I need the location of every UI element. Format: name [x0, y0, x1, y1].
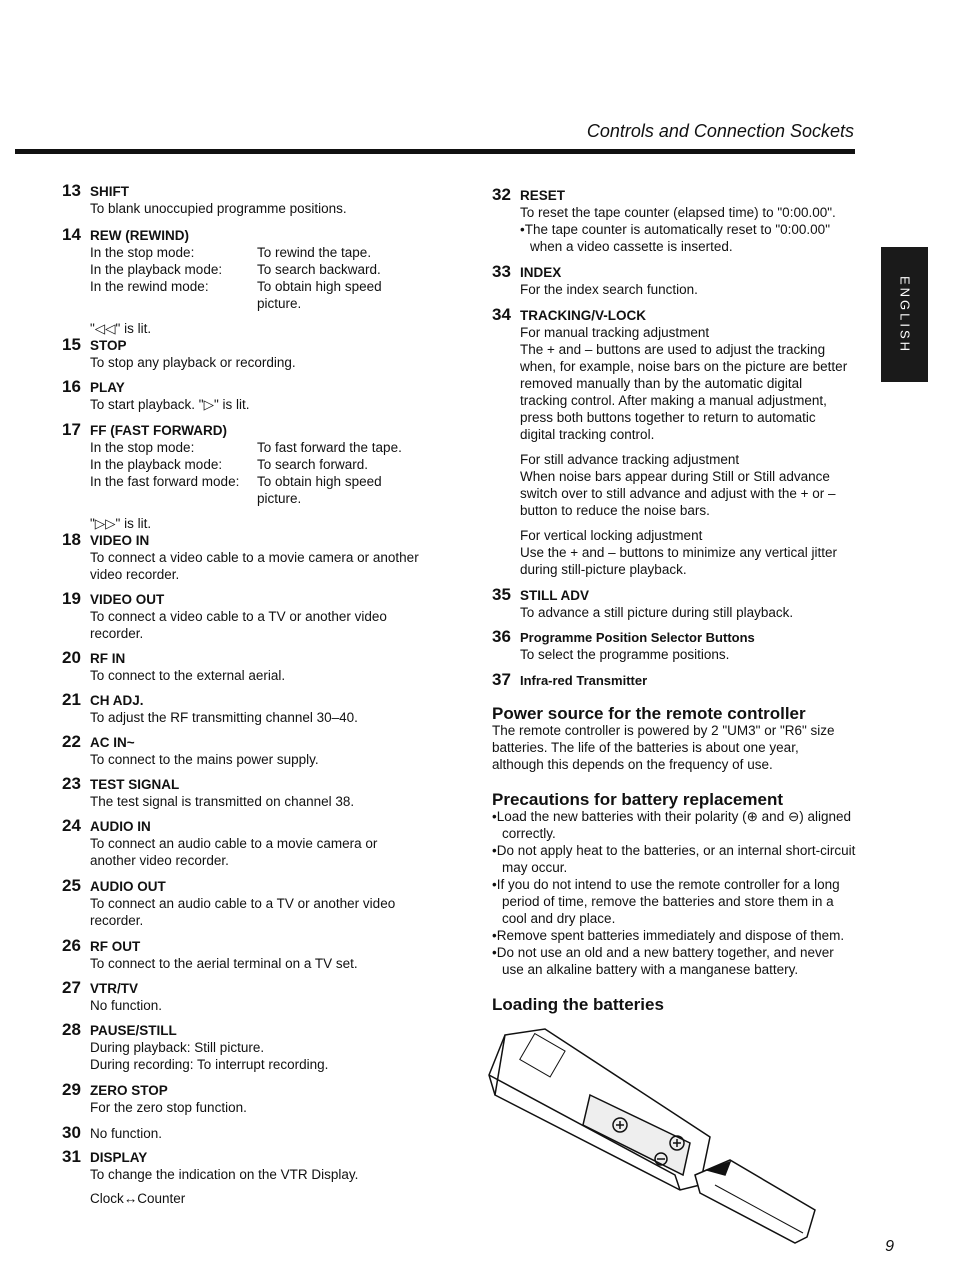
item-desc: To stop any playback or recording.: [90, 355, 296, 370]
item-label: TRACKING/V-LOCK: [520, 308, 646, 323]
item-desc: For the zero stop function.: [90, 1100, 247, 1115]
item-number: 14: [62, 225, 81, 244]
item-number: 37: [492, 670, 511, 689]
item-label: DISPLAY: [90, 1150, 148, 1165]
item-label: AC IN~: [90, 735, 135, 750]
item-21: [62, 691, 422, 726]
item-number: 36: [492, 627, 511, 646]
item-desc: For manual tracking adjustment: [520, 325, 710, 340]
item-15: [62, 336, 422, 371]
item-label: VTR/TV: [90, 981, 139, 996]
item-note: "▷▷" is lit.: [90, 516, 152, 531]
language-tab: [881, 247, 928, 382]
item-desc: To connect an audio cable to a movie camera or another video recorder.: [90, 836, 378, 868]
item-25: [62, 877, 422, 929]
item-desc: To connect a video cable to a TV or another video recorder.: [90, 609, 387, 641]
item-desc: The + and – buttons are used to adjust the tracking when, for example, noise bars on the picture are better removed manually than by the automatic digital tracking control. After making a manual adjustment, press both buttons together to return to automatic digital tracking control.: [520, 342, 848, 442]
item-desc: To change the indication on the VTR Display.: [90, 1167, 359, 1182]
item-desc: To connect to the mains power supply.: [90, 752, 319, 767]
item-number: 34: [492, 305, 511, 324]
item-label: INDEX: [520, 265, 562, 280]
item-number: 28: [62, 1020, 81, 1039]
page-number: 9: [885, 1238, 894, 1255]
item-37: [492, 671, 852, 689]
item-desc: Use the + and – buttons to minimize any vertical jitter during still-picture playback.: [520, 545, 838, 577]
item-label: STOP: [90, 338, 127, 353]
item-desc: To connect an audio cable to a TV or another video recorder.: [90, 896, 396, 928]
item-label: AUDIO IN: [90, 819, 151, 834]
item-desc: No function.: [90, 1126, 163, 1141]
item-desc: To connect a video cable to a movie camera or another video recorder.: [90, 550, 419, 582]
mode-row: In the playback mode: To search backward.: [90, 262, 381, 277]
precaution-bullet: • Remove spent batteries immediately and dispose of them.: [492, 927, 857, 944]
precautions-section: [492, 791, 857, 978]
item-26: [62, 937, 422, 972]
item-desc: To connect to the aerial terminal on a TV set.: [90, 956, 358, 971]
item-number: 13: [62, 181, 81, 200]
item-desc: To adjust the RF transmitting channel 30–40.: [90, 710, 358, 725]
precautions-heading: Precautions for battery replacement: [492, 790, 783, 809]
mode-row: In the stop mode: To fast forward the tape.: [90, 440, 402, 455]
item-label: TEST SIGNAL: [90, 777, 180, 792]
item-label: SHIFT: [90, 184, 129, 199]
item-label: Infra-red Transmitter: [520, 673, 648, 688]
item-label: VIDEO OUT: [90, 592, 165, 607]
item-desc: During recording: To interrupt recording.: [90, 1057, 329, 1072]
item-31: [62, 1148, 422, 1207]
item-label: VIDEO IN: [90, 533, 150, 548]
item-number: 29: [62, 1080, 81, 1099]
item-label: Programme Position Selector Buttons: [520, 630, 755, 645]
item-number: 24: [62, 816, 81, 835]
item-desc: To reset the tape counter (elapsed time) to "0:00.00".: [520, 205, 836, 220]
item-label: CH ADJ.: [90, 693, 144, 708]
item-number: 18: [62, 530, 81, 549]
precaution-bullet: • Load the new batteries with their polarity (⊕ and ⊖) aligned correctly.: [492, 808, 857, 842]
item-34: [492, 306, 852, 578]
item-label: PLAY: [90, 380, 125, 395]
item-label: FF (FAST FORWARD): [90, 423, 227, 438]
remote-battery-illustration: [485, 1025, 825, 1250]
item-13: [62, 182, 422, 217]
item-22: [62, 733, 422, 768]
item-label: REW (REWIND): [90, 228, 189, 243]
item-label: RF IN: [90, 651, 126, 666]
item-desc: Clock↔Counter: [90, 1191, 186, 1206]
item-desc: No function.: [90, 998, 163, 1013]
item-number: 25: [62, 876, 81, 895]
item-desc: To connect to the external aerial.: [90, 668, 286, 683]
item-desc: To start playback. "▷" is lit.: [90, 397, 250, 412]
item-number: 27: [62, 978, 81, 997]
power-section: [492, 705, 852, 773]
mode-row: In the playback mode: To search forward.: [90, 457, 369, 472]
page-header-title: Controls and Connection Sockets: [586, 121, 854, 141]
item-desc: During playback: Still picture.: [90, 1040, 265, 1055]
language-tab-label: ENGLISH: [897, 275, 912, 354]
item-desc: When noise bars appear during Still or Still advance switch over to still advance and adjust with the + or – button to reduce the noise bars.: [520, 469, 836, 518]
item-20: [62, 649, 422, 684]
item-18: [62, 531, 422, 583]
header-rule: [15, 149, 855, 154]
item-30: [62, 1124, 422, 1142]
loading-section: [492, 996, 852, 1013]
loading-heading: Loading the batteries: [492, 995, 664, 1014]
item-number: 35: [492, 585, 511, 604]
precaution-bullet: • If you do not intend to use the remote controller for a long period of time, remove the batteries and store them in a cool and dry place.: [492, 876, 857, 927]
item-label: AUDIO OUT: [90, 879, 166, 894]
item-number: 33: [492, 262, 511, 281]
item-14: [62, 226, 422, 337]
item-19: [62, 590, 422, 642]
item-36: [492, 628, 852, 663]
precaution-bullet: • Do not use an old and a new battery together, and never use an alkaline battery with a manganese battery.: [492, 944, 857, 978]
item-23: [62, 775, 422, 810]
item-number: 30: [62, 1123, 81, 1142]
item-33: [492, 263, 852, 298]
mode-row: In the stop mode: To rewind the tape.: [90, 245, 372, 260]
item-label: ZERO STOP: [90, 1083, 168, 1098]
power-heading: Power source for the remote controller: [492, 704, 806, 723]
mode-row: In the rewind mode: To obtain high speed picture.: [90, 279, 382, 311]
item-29: [62, 1081, 422, 1116]
item-number: 26: [62, 936, 81, 955]
item-number: 22: [62, 732, 81, 751]
item-desc: To advance a still picture during still playback.: [520, 605, 794, 620]
item-number: 15: [62, 335, 81, 354]
mode-row: In the fast forward mode: To obtain high speed picture.: [90, 474, 382, 506]
item-32: [492, 186, 852, 255]
item-number: 16: [62, 377, 81, 396]
item-17: [62, 421, 422, 532]
item-28: [62, 1021, 422, 1073]
item-number: 19: [62, 589, 81, 608]
item-number: 20: [62, 648, 81, 667]
item-bullet: • The tape counter is automatically reset to "0:00.00" when a video cassette is inserted.: [520, 221, 852, 255]
item-label: STILL ADV: [520, 588, 590, 603]
item-number: 23: [62, 774, 81, 793]
item-number: 21: [62, 690, 81, 709]
item-label: PAUSE/STILL: [90, 1023, 177, 1038]
item-desc: To select the programme positions.: [520, 647, 730, 662]
item-desc: For the index search function.: [520, 282, 698, 297]
item-27: [62, 979, 422, 1014]
subsection-heading: For vertical locking adjustment: [520, 528, 703, 543]
subsection-heading: For still advance tracking adjustment: [520, 452, 740, 467]
item-number: 32: [492, 185, 511, 204]
item-desc: To blank unoccupied programme positions.: [90, 201, 347, 216]
item-desc: The test signal is transmitted on channel 38.: [90, 794, 355, 809]
item-label: RESET: [520, 188, 566, 203]
item-24: [62, 817, 422, 869]
item-note: "◁◁" is lit.: [90, 321, 152, 336]
item-35: [492, 586, 852, 621]
item-16: [62, 378, 422, 413]
item-label: RF OUT: [90, 939, 141, 954]
item-number: 17: [62, 420, 81, 439]
item-number: 31: [62, 1147, 81, 1166]
power-text: The remote controller is powered by 2 "UM3" or "R6" size batteries. The life of the batteries is about one year, although this depends on the frequency of use.: [492, 723, 835, 772]
precaution-bullet: • Do not apply heat to the batteries, or an internal short-circuit may occur.: [492, 842, 857, 876]
